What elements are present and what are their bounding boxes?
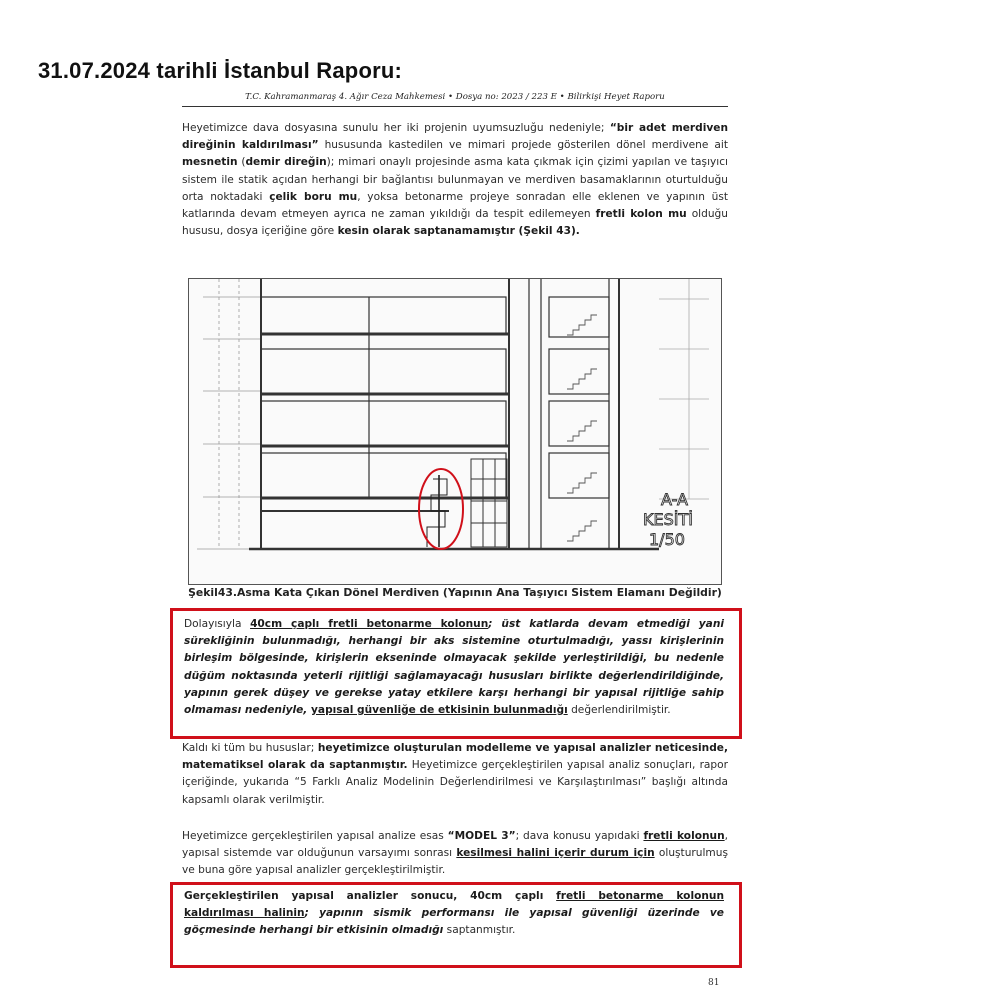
document-page xyxy=(168,88,740,993)
header-divider xyxy=(182,106,728,107)
building-section-drawing xyxy=(189,279,721,584)
paragraph-2: Dolayısıyla 40cm çaplı fretli betonarme kolonun; üst katlarda devam etmediği yani sürekliğinin bulunmadığı, herhangi bir aks sistemine oturtulmadığı, yassı kirişlerinin birleşim bölgesinde, kirişlerin ekseninde olmayacak şekilde yerleştirildiği, bu nedenle düğüm noktasında yeterli rijitliği sağlamayacağı hususları birlikte değerlendirildiğinde, yapının gerek düşey ve gerekse yatay etkilere karşı herhangi bir yapısal rijitliğe sahip olmaması nedeniyle, yapısal güvenliğe de etkisinin bulunmadığı değerlendirilmiştir. xyxy=(184,618,724,717)
page-number: 81 xyxy=(708,978,720,988)
section-label-2: KESİTİ xyxy=(643,510,693,529)
report-title: 31.07.2024 tarihli İstanbul Raporu: xyxy=(38,58,403,83)
section-label-1: A-A xyxy=(661,490,688,509)
figure-caption: Şekil43.Asma Kata Çıkan Dönel Merdiven (Yapının Ana Taşıyıcı Sistem Elamanı Değildir) xyxy=(188,586,722,599)
paragraph-4: Heyetimizce gerçekleştirilen yapısal analize esas “MODEL 3”; dava konusu yapıdaki fretli kolonun, yapısal sistemde var olduğunun varsayımı sonrası kesilmesi halini içerir durum için oluşturulmuş ve buna göre yapısal analizler gerçekleştirilmiştir. xyxy=(182,830,728,877)
section-label-3: 1/50 xyxy=(649,530,685,549)
page-header: T.C. Kahramanmaraş 4. Ağır Ceza Mahkemesi • Dosya no: 2023 / 223 E • Bilirkişi Heyet Raporu xyxy=(245,92,665,102)
section-drawing-figure xyxy=(188,278,722,585)
paragraph-3: Kaldı ki tüm bu hususlar; heyetimizce oluşturulan modelleme ve yapısal analizler neticesinde, matematiksel olarak da saptanmıştır. Heyetimizce gerçekleştirilen yapısal analiz sonuçları, rapor içeriğinde, yukarıda “5 Farklı Analiz Modelinin Değerlendirilmesi ve Karşılaştırılması” başlığı altında kapsamlı olarak verilmiştir. xyxy=(182,742,729,806)
paragraph-5: Gerçekleştirilen yapısal analizler sonucu, 40cm çaplı fretli betonarme kolonun kaldırılması halinin; yapının sismik performansı ile yapısal güvenliği üzerinde ve göçmesinde herhangi bir etkisinin olmadığı saptanmıştır. xyxy=(184,890,724,937)
paragraph-1: Heyetimizce dava dosyasına sunulu her iki projenin uyumsuzluğu nedeniyle; “bir adet merdiven direğinin kaldırılması” hususunda kastedilen ve mimari projede gösterilen dönel merdivene ait mesnetin (demir direğin); mimari onaylı projesinde asma kata çıkmak için çizimi yapılan ve taşıyıcı sistem ile statik açıdan herhangi bir bağlantısı bulunmayan ve merdiven basamaklarının oturtulduğu orta noktadaki çelik boru mu, yoksa betonarme projeye sonradan elle eklenen ve yapının üst katlarında devam etmeyen ayrıca ne zaman yıkıldığı da tespit edilemeyen fretli kolon mu olduğu hususu, dosya içeriğine göre kesin olarak saptanamamıştır (Şekil 43). xyxy=(182,122,729,238)
